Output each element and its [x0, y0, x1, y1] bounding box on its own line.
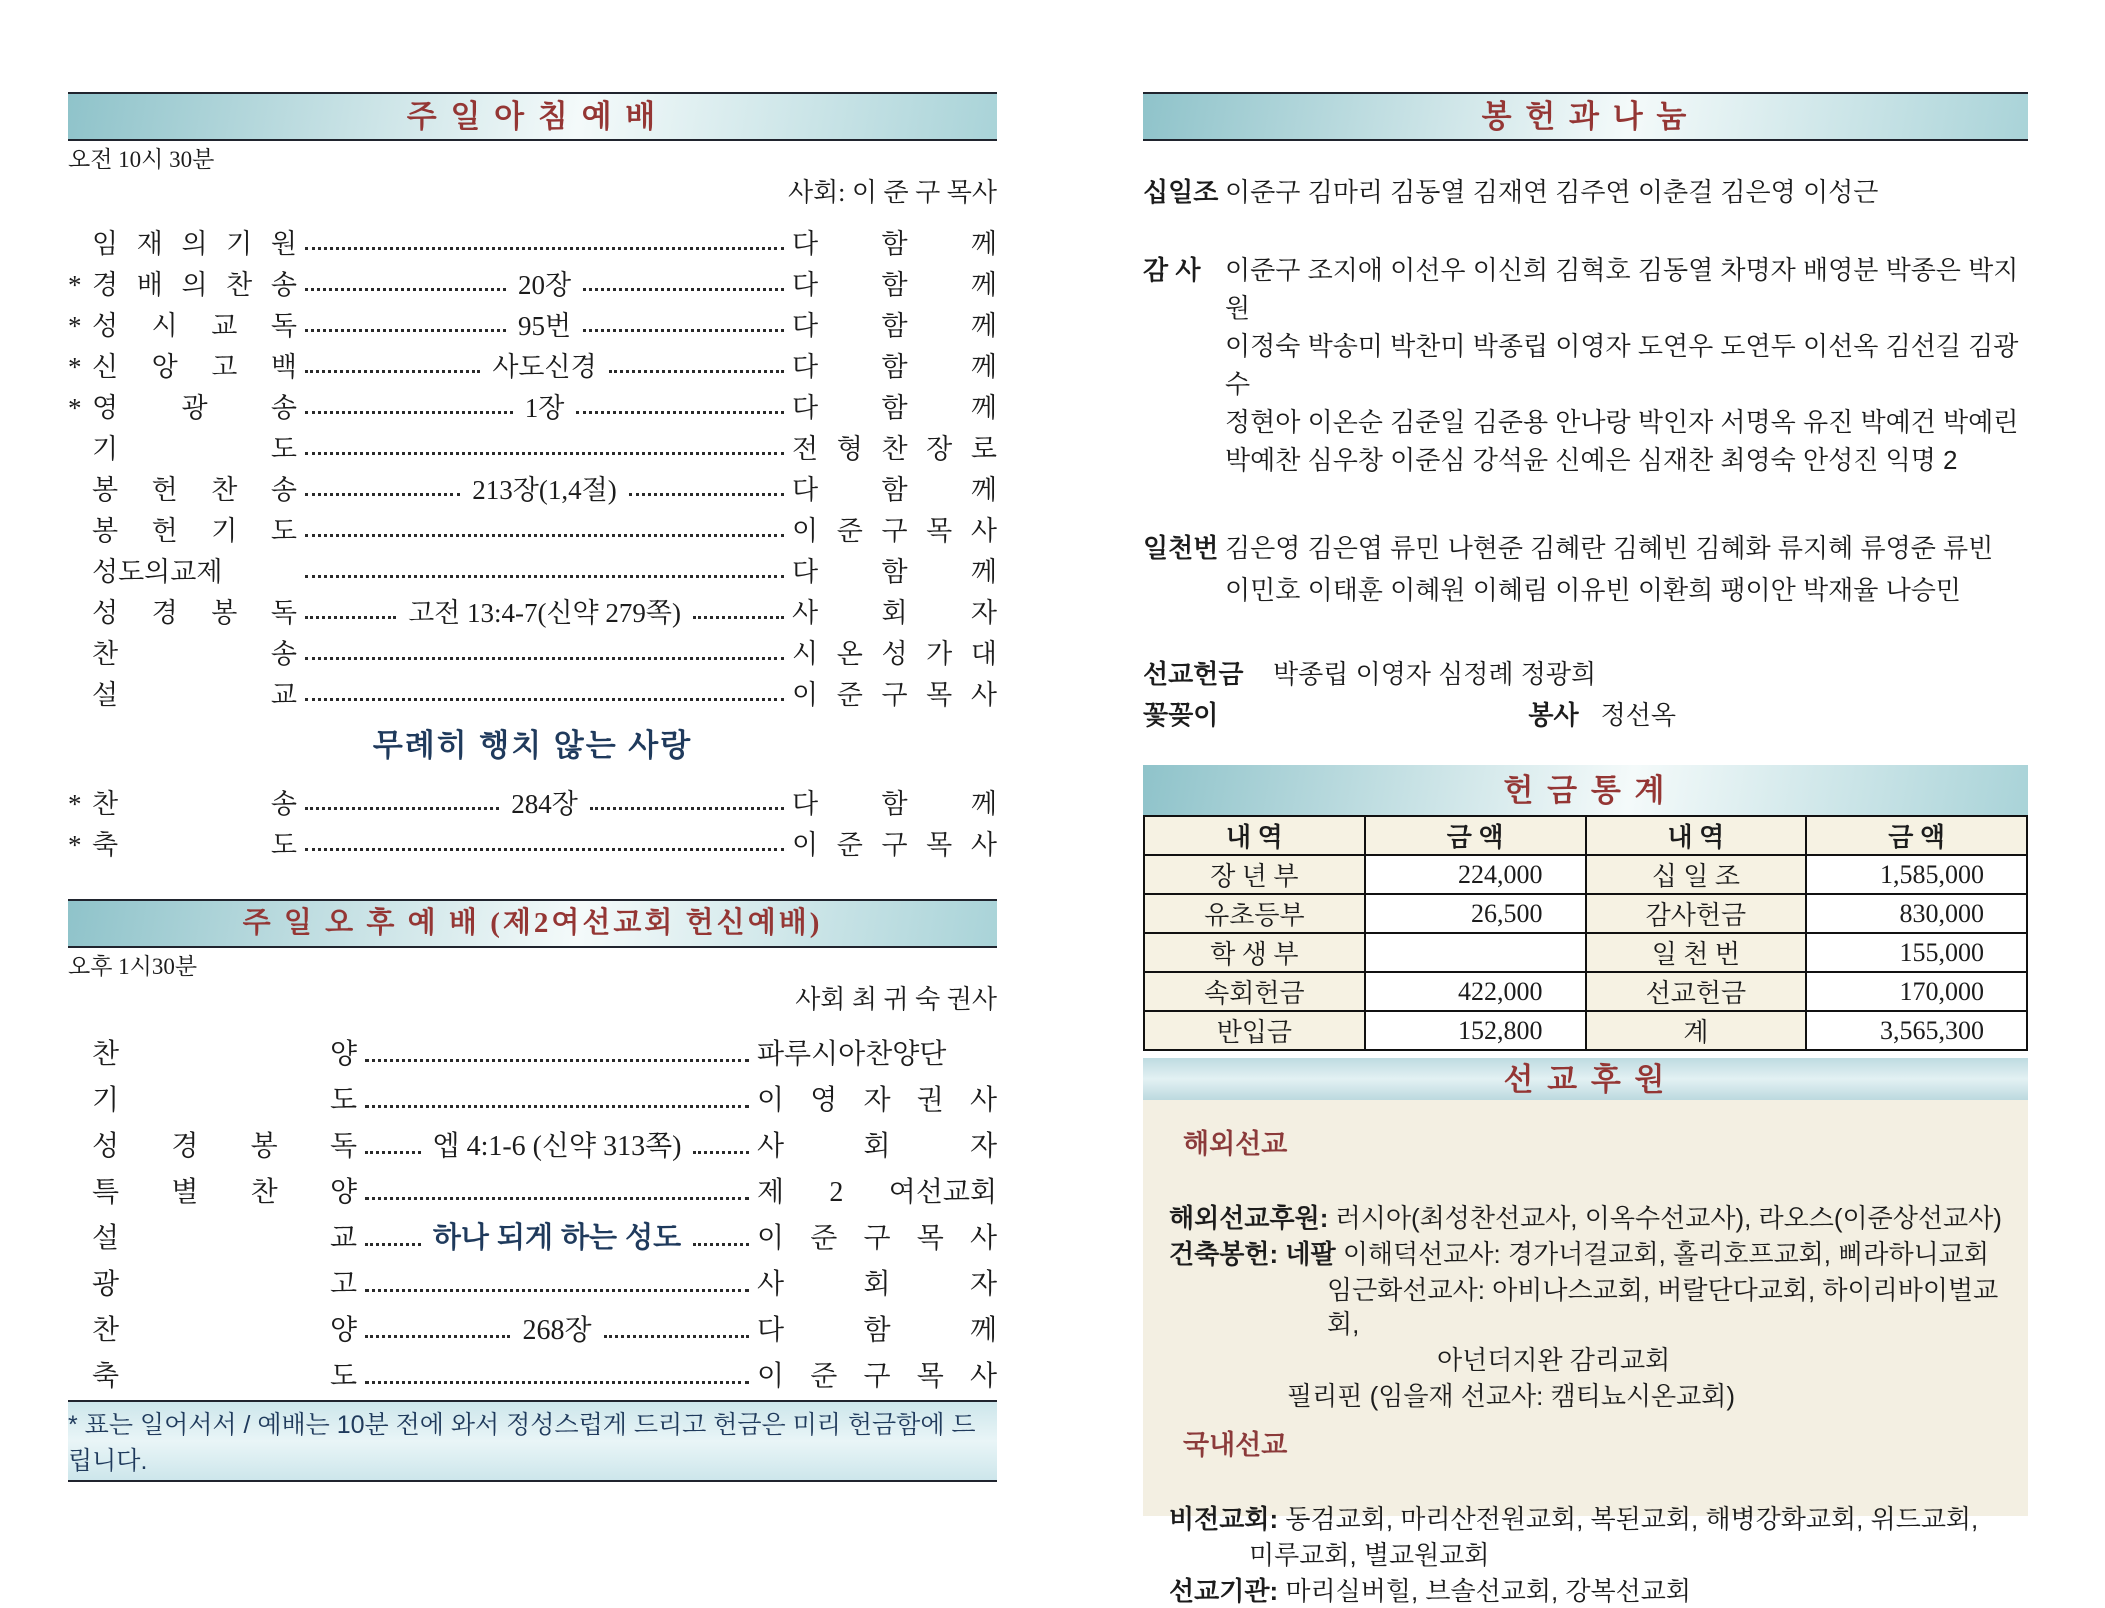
stats-amount: 1,585,000 [1806, 855, 2027, 894]
dot-leader [365, 1289, 749, 1292]
dot-leader [305, 534, 784, 537]
stats-amount: 155,000 [1806, 933, 2027, 972]
dot-leader [629, 493, 784, 496]
afternoon-service-time: 오후 1시30분 [68, 953, 198, 979]
thousand-offering-label: 일천번 [1143, 533, 1219, 563]
flower-service-row [1143, 697, 2028, 733]
flower-label: 꽃꽂이 [1143, 700, 1219, 730]
order-item-performer: 다 함 께 [792, 310, 997, 341]
order-row [68, 1024, 997, 1070]
scripture-reference: 엡 4:1-6 (신약 313쪽) [432, 1131, 682, 1163]
morning-service-order [68, 217, 997, 709]
dot-leader [305, 452, 784, 455]
order-item-label: 성 시 교 독 [92, 310, 297, 341]
star-mark: * [68, 392, 82, 423]
mission-line-label: 선교기관: [1169, 1576, 1279, 1606]
order-item-label: 성도의교제 [92, 556, 223, 587]
stats-category: 십 일 조 [1586, 855, 1807, 894]
offering-stats-table [1143, 815, 2028, 1051]
order-item-performer: 다 함 께 [757, 1315, 997, 1347]
dot-leader [583, 288, 784, 291]
stats-category: 선교헌금 [1586, 972, 1807, 1011]
stats-row [1144, 1011, 2027, 1050]
mission-line [1169, 1574, 2002, 1608]
dot-leader [305, 493, 460, 496]
mission-line [1169, 1379, 2002, 1413]
stats-category: 반입금 [1144, 1011, 1365, 1050]
stats-amount: 152,800 [1365, 1011, 1586, 1050]
thousand-offering-list [1143, 527, 2028, 611]
mission-line-label: 비전교회: [1169, 1504, 1279, 1534]
stats-col-header: 금 액 [1806, 816, 2027, 855]
offering-stats-title: 헌 금 통 계 [1503, 772, 1668, 808]
order-item-label: 찬 양 [92, 1039, 357, 1071]
dot-leader [365, 1335, 510, 1338]
morning-sermon-title: 무례히 행치 않는 사랑 [372, 727, 693, 763]
stats-category: 속회헌금 [1144, 972, 1365, 1011]
order-row [68, 504, 997, 545]
order-item-label: 봉 헌 찬 송 [92, 474, 297, 505]
order-item-label: 축 도 [92, 1361, 357, 1393]
mission-line-text: 필리핀 (임을재 선교사: 캠티뇨시온교회) [1287, 1381, 1736, 1411]
mission-line [1169, 1273, 2002, 1341]
order-item-performer: 이 준 구 목 사 [792, 679, 997, 710]
stats-amount [1365, 933, 1586, 972]
mission-support-header [1143, 1058, 2028, 1100]
afternoon-service-title: 주 일 오 후 예 배 (제2여선교회 헌신예배) [242, 906, 823, 939]
dot-leader [305, 411, 513, 414]
mission-line [1169, 1502, 2002, 1536]
mission-support-body [1143, 1100, 2028, 1606]
order-row [68, 627, 997, 668]
morning-service-leader: 사회: 이 준 구 목사 [787, 177, 997, 207]
thousand-offering-names: 김은영 김은엽 류민 나현준 김혜란 김혜빈 김혜화 류지혜 류영준 류빈 [1225, 533, 1994, 563]
dot-leader [693, 1243, 749, 1246]
morning-service-header [68, 92, 997, 141]
stats-header-row [1144, 816, 2027, 855]
dot-leader [305, 657, 784, 660]
order-item-performer: 제 2 여선교회 [757, 1177, 997, 1209]
stats-category: 계 [1586, 1011, 1807, 1050]
dot-leader [365, 1243, 421, 1246]
stats-amount: 224,000 [1365, 855, 1586, 894]
order-item-performer: 파루시아찬양단 [757, 1039, 947, 1071]
order-item-detail: 95번 [517, 310, 572, 341]
order-item-detail: 20장 [517, 269, 572, 300]
mission-line-text: 러시아(최성찬선교사, 이옥수선교사), 라오스(이준상선교사) [1335, 1203, 2002, 1233]
order-item-detail: 사도신경 [492, 351, 597, 382]
order-row [68, 340, 997, 381]
mission-line-text: 마리실버힐, 브솔선교회, 강복선교회 [1285, 1576, 1691, 1606]
order-item-detail: 1장 [524, 392, 565, 423]
thanksgiving-names: 박예찬 심우창 이준심 강석윤 신예은 심재찬 최영숙 안성진 익명 2 [1225, 445, 1958, 475]
order-row [68, 1346, 997, 1392]
order-row [68, 1070, 997, 1116]
order-item-performer: 이 영 자 권 사 [757, 1085, 997, 1117]
offering-title: 봉 헌 과 나 눔 [1481, 99, 1690, 134]
order-row [68, 299, 997, 340]
order-item-label: 축 도 [92, 829, 297, 860]
order-item-detail: 268장 [522, 1315, 592, 1347]
dot-leader [305, 247, 784, 250]
stats-category: 장 년 부 [1144, 855, 1365, 894]
order-item-performer: 다 함 께 [792, 474, 997, 505]
star-mark: * [68, 788, 82, 819]
stats-amount: 422,000 [1365, 972, 1586, 1011]
order-row [68, 258, 997, 299]
order-item-label: 찬 양 [92, 1315, 357, 1347]
thanksgiving-names: 이정숙 박송미 박찬미 박종립 이영자 도연우 도연두 이선옥 김선길 김광수 [1225, 331, 2019, 399]
order-item-detail: 284장 [511, 788, 578, 819]
stats-amount: 3,565,300 [1806, 1011, 2027, 1050]
stats-category: 유초등부 [1144, 894, 1365, 933]
stats-category: 감사헌금 [1586, 894, 1807, 933]
stats-amount: 26,500 [1365, 894, 1586, 933]
order-item-label: 봉 헌 기 도 [92, 515, 297, 546]
tithe-list [1143, 173, 2028, 211]
order-item-performer: 전 형 찬 장 로 [792, 433, 997, 464]
stats-category: 일 천 번 [1586, 933, 1807, 972]
morning-closing-order [68, 777, 997, 859]
order-item-label: 찬 송 [92, 638, 297, 669]
order-item-label: 경 배 의 찬 송 [92, 269, 297, 300]
morning-service-title: 주 일 아 침 예 배 [406, 99, 659, 134]
order-row [68, 1254, 997, 1300]
order-item-label: 영 광 송 [92, 392, 297, 423]
order-item-performer: 다 함 께 [792, 392, 997, 423]
dot-leader [609, 370, 784, 373]
dot-leader [365, 1151, 421, 1154]
afternoon-service-header [68, 899, 997, 948]
order-row [68, 818, 997, 859]
afternoon-service-leader: 사회 최 귀 숙 권사 [795, 984, 997, 1014]
tithe-names: 이준구 김마리 김동열 김재연 김주연 이춘걸 김은영 이성근 [1225, 177, 1879, 207]
stats-row [1144, 855, 2027, 894]
dot-leader [604, 1335, 749, 1338]
order-row [68, 777, 997, 818]
order-item-label: 성 경 봉 독 [92, 597, 297, 628]
thanksgiving-label: 감 사 [1143, 255, 1201, 285]
order-row [68, 1162, 997, 1208]
dot-leader [305, 370, 480, 373]
order-item-label: 임 재 의 기 원 [92, 228, 297, 259]
offering-header [1143, 92, 2028, 141]
dot-leader [365, 1059, 749, 1062]
mission-line-text: 미루교회, 별교원교회 [1249, 1540, 1490, 1570]
dot-leader [576, 411, 784, 414]
star-mark: * [68, 351, 82, 382]
order-item-performer: 다 함 께 [792, 269, 997, 300]
dot-leader [305, 848, 784, 851]
mission-offering-names: 박종립 이영자 심정례 정광희 [1273, 659, 1597, 689]
thanksgiving-names: 정현아 이온순 김준일 김준용 안나랑 박인자 서명옥 유진 박예건 박예린 [1225, 407, 2019, 437]
thanksgiving-list [1143, 251, 2028, 479]
mission-line [1169, 1201, 2002, 1235]
order-row [68, 1300, 997, 1346]
dot-leader [590, 807, 784, 810]
scripture-reference: 고전 13:4-7(신약 279쪽) [408, 597, 681, 628]
domestic-mission-heading: 국내선교 [1183, 1430, 1288, 1460]
order-row [68, 463, 997, 504]
dot-leader [305, 616, 396, 619]
service-label: 봉사 [1528, 700, 1579, 730]
order-item-performer: 이 준 구 목 사 [757, 1361, 997, 1393]
order-item-label: 기 도 [92, 433, 297, 464]
order-row [68, 381, 997, 422]
mission-line-label: 해외선교후원: [1169, 1203, 1329, 1233]
tithe-label: 십일조 [1143, 177, 1219, 207]
dot-leader [305, 807, 499, 810]
star-mark: * [68, 269, 82, 300]
stats-category: 학 생 부 [1144, 933, 1365, 972]
order-row [68, 545, 997, 586]
order-item-performer: 사 회 자 [792, 597, 998, 628]
worship-note: * 표는 일어서서 / 예배는 10분 전에 와서 정성스럽게 드리고 헌금은 미리 헌금함에 드립니다. [68, 1400, 997, 1482]
stats-row [1144, 933, 2027, 972]
order-item-label: 특 별 찬 양 [92, 1177, 357, 1209]
order-item-performer: 이 준 구 목 사 [757, 1223, 998, 1255]
dot-leader [365, 1381, 749, 1384]
order-row [68, 1116, 997, 1162]
mission-line [1169, 1343, 2002, 1377]
order-item-label: 신 앙 고 백 [92, 351, 297, 382]
mission-line [1169, 1237, 2002, 1271]
order-item-performer: 이 준 구 목 사 [792, 515, 997, 546]
overseas-mission-heading: 해외선교 [1183, 1129, 1288, 1159]
dot-leader [305, 698, 784, 701]
dot-leader [693, 1151, 749, 1154]
dot-leader [365, 1197, 749, 1200]
thanksgiving-names: 이준구 조지애 이선우 이신희 김혁호 김동열 차명자 배영분 박종은 박지원 [1225, 255, 2019, 323]
afternoon-service-order [68, 1024, 997, 1392]
order-item-label: 찬 송 [92, 788, 297, 819]
mission-support-title: 선 교 후 원 [1503, 1061, 1668, 1097]
dot-leader [365, 1105, 749, 1108]
dot-leader [305, 288, 506, 291]
dot-leader [305, 575, 784, 578]
order-row [68, 1208, 997, 1254]
thousand-offering-names: 이민호 이태훈 이혜원 이혜림 이유빈 이환희 팽이안 박재율 나승민 [1225, 575, 1961, 605]
order-item-label: 성 경 봉 독 [92, 1131, 357, 1163]
stats-amount: 830,000 [1806, 894, 2027, 933]
mission-line-text: 이해덕선교사: 경가너걸교회, 홀리호프교회, 삐라하니교회 [1342, 1239, 1989, 1269]
order-item-label: 광 고 [92, 1269, 357, 1301]
service-name: 정선옥 [1600, 700, 1676, 730]
mission-line [1169, 1538, 2002, 1572]
order-item-performer: 다 함 께 [792, 788, 997, 819]
mission-offering-list [1143, 655, 2028, 693]
order-row [68, 422, 997, 463]
order-item-label: 기 도 [92, 1085, 357, 1117]
order-item-performer: 다 함 께 [792, 556, 997, 587]
star-mark: * [68, 829, 82, 860]
order-item-performer: 사 회 자 [757, 1131, 998, 1163]
stats-col-header: 금 액 [1365, 816, 1586, 855]
stats-row [1144, 894, 2027, 933]
order-row [68, 586, 997, 627]
order-item-performer: 사 회 자 [757, 1269, 997, 1301]
mission-line-text: 동검교회, 마리산전원교회, 복된교회, 해병강화교회, 위드교회, [1285, 1504, 1979, 1534]
dot-leader [693, 616, 784, 619]
order-item-detail: 213장(1,4절) [472, 474, 617, 505]
order-item-performer: 시 온 성 가 대 [792, 638, 997, 669]
left-column [68, 0, 997, 1482]
star-mark: * [68, 310, 82, 341]
order-row [68, 668, 997, 709]
stats-col-header: 내 역 [1144, 816, 1365, 855]
offering-stats-header [1143, 765, 2028, 815]
order-item-performer: 이 준 구 목 사 [792, 829, 997, 860]
stats-col-header: 내 역 [1586, 816, 1807, 855]
stats-amount: 170,000 [1806, 972, 2027, 1011]
mission-line-text: 임근화선교사: 아비나스교회, 버랄단다교회, 하이리바이벌교회, [1327, 1275, 1999, 1339]
dot-leader [305, 329, 506, 332]
mission-line-text: 아넌더지완 감리교회 [1437, 1345, 1671, 1375]
order-item-label: 설 교 [92, 1223, 357, 1255]
order-row [68, 217, 997, 258]
order-item-performer: 다 함 께 [792, 351, 998, 382]
mission-offering-label: 선교헌금 [1143, 659, 1244, 689]
morning-service-time: 오전 10시 30분 [68, 147, 215, 172]
order-item-label: 설 교 [92, 679, 297, 710]
right-column [1143, 0, 2028, 1606]
dot-leader [583, 329, 784, 332]
afternoon-sermon-title: 하나 되게 하는 성도 [432, 1222, 682, 1255]
order-item-performer: 다 함 께 [792, 228, 997, 259]
stats-row [1144, 972, 2027, 1011]
mission-line-label: 건축봉헌: 네팔 [1169, 1239, 1336, 1269]
